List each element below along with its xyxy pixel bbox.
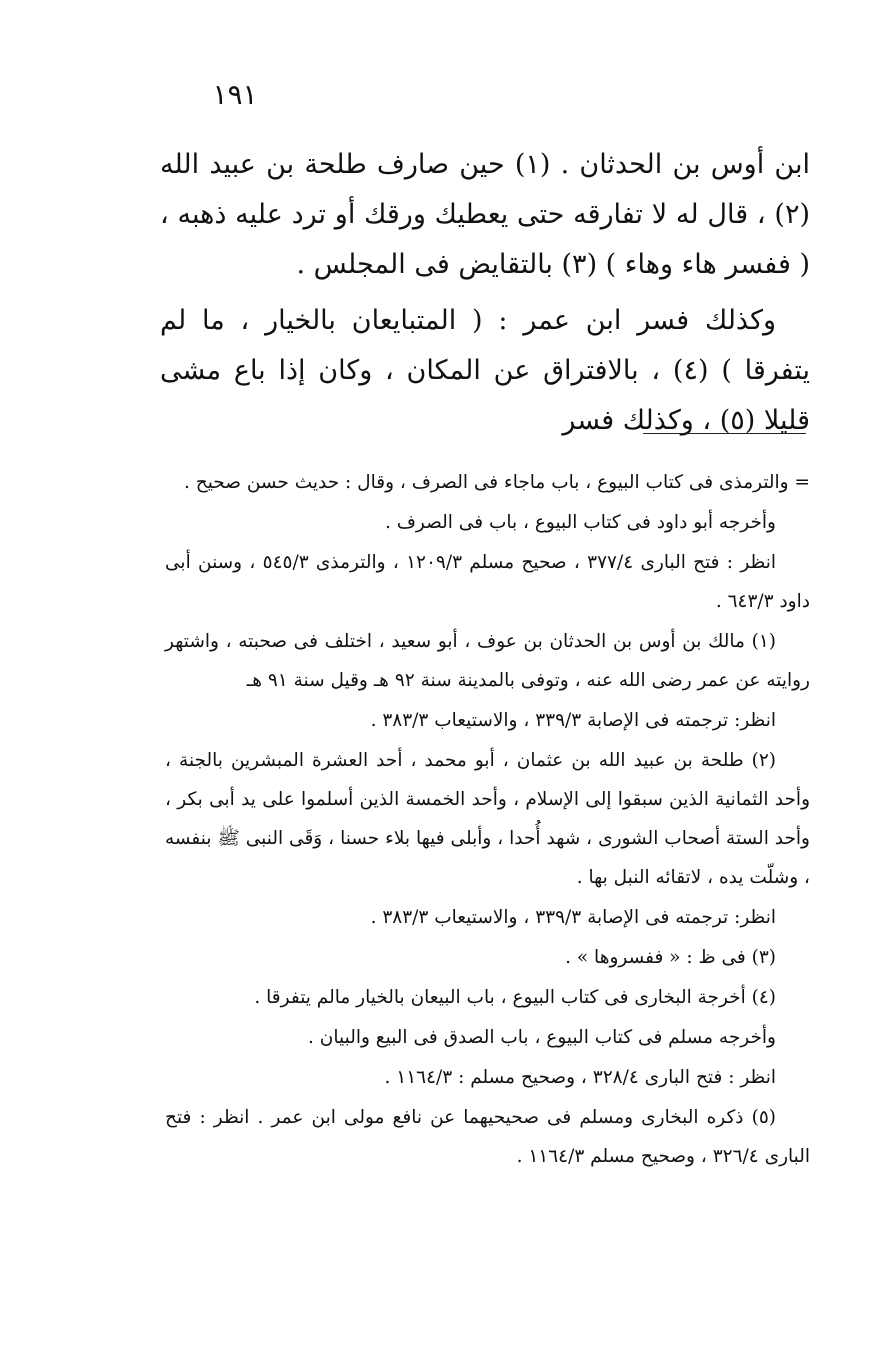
footnote-continuation: = والترمذى فى كتاب البيوع ، باب ماجاء فى الصرف ، وقال : حديث حسن صحيح . [184,472,810,493]
footnote-divider [643,433,806,434]
footnote-5: (٥) ذكره البخارى ومسلم فى صحيحيهما عن نافع مولى ابن عمر . انظر : فتح البارى ٣٢٦/٤ ، وصحيح مسلم ١١٦٤/٣ . [165,1107,810,1167]
footnote-4: (٤) أخرجة البخارى فى كتاب البيوع ، باب البيعان بالخيار مالم يتفرقا . [254,987,776,1008]
main-paragraph: ابن أوس بن الحدثان . (١) حين صارف طلحة بن عبيد الله (٢) ، قال له لا تفارقه حتى يعطيك ورقك أو ترد عليه ذهبه ، ( ففسر هاء وهاء ) (٣) بالتقايض فى المجلس . [160,149,810,280]
main-paragraph: وكذلك فسر ابن عمر : ( المتبايعان بالخيار ، ما لم يتفرقا ) (٤) ، بالافتراق عن المكان ، وكان إذا باع مشى قليلا (٥) ، وكذلك فسر [160,305,811,436]
footnote-2: (٢) طلحة بن عبيد الله بن عثمان ، أبو محمد ، أحد العشرة المبشرين بالجنة ، وأحد الثمانية الذين سبقوا إلى الإسلام ، وأحد الخمسة الذين أسلموا على يد أبى بكر ، وأحد الستة أصحاب الشورى ، شهد أُحدا ، وأبلى فيها بلاء حسنا ، وَقَى النبى ﷺ بنفسه ، وشلّت يده ، لاتقائه النبل بها . [165,750,810,888]
footnote-line: وأخرجه مسلم فى كتاب البيوع ، باب الصدق فى البيع والبيان . [308,1027,776,1048]
footnote-3: (٣) فى ظ : « ففسروها » . [565,947,776,968]
footnote-line: انظر : فتح البارى ٣٧٧/٤ ، صحيح مسلم ١٢٠٩/٣ ، والترمذى ٥٤٥/٣ ، وسنن أبى داود ٦٤٣/٣ . [165,552,810,612]
footnotes-section [165,463,810,1176]
page-number: ١٩١ [212,78,258,111]
footnote-line: انظر: ترجمته فى الإصابة ٣٣٩/٣ ، والاستيعاب ٣٨٣/٣ . [370,710,776,731]
footnote-line: وأخرجه أبو داود فى كتاب البيوع ، باب فى الصرف . [384,512,776,533]
footnote-line: انظر: ترجمته فى الإصابة ٣٣٩/٣ ، والاستيعاب ٣٨٣/٣ . [370,907,776,928]
footnote-line: انظر : فتح البارى ٣٢٨/٤ ، وصحيح مسلم : ١١٦٤/٣ . [384,1067,776,1088]
footnote-1: (١) مالك بن أوس بن الحدثان بن عوف ، أبو سعيد ، اختلف فى صحبته ، واشتهر روايته عن عمر رضى الله عنه ، وتوفى بالمدينة سنة ٩٢ هـ وقيل سنة ٩١ هـ [165,631,810,691]
main-text-body [160,140,810,446]
